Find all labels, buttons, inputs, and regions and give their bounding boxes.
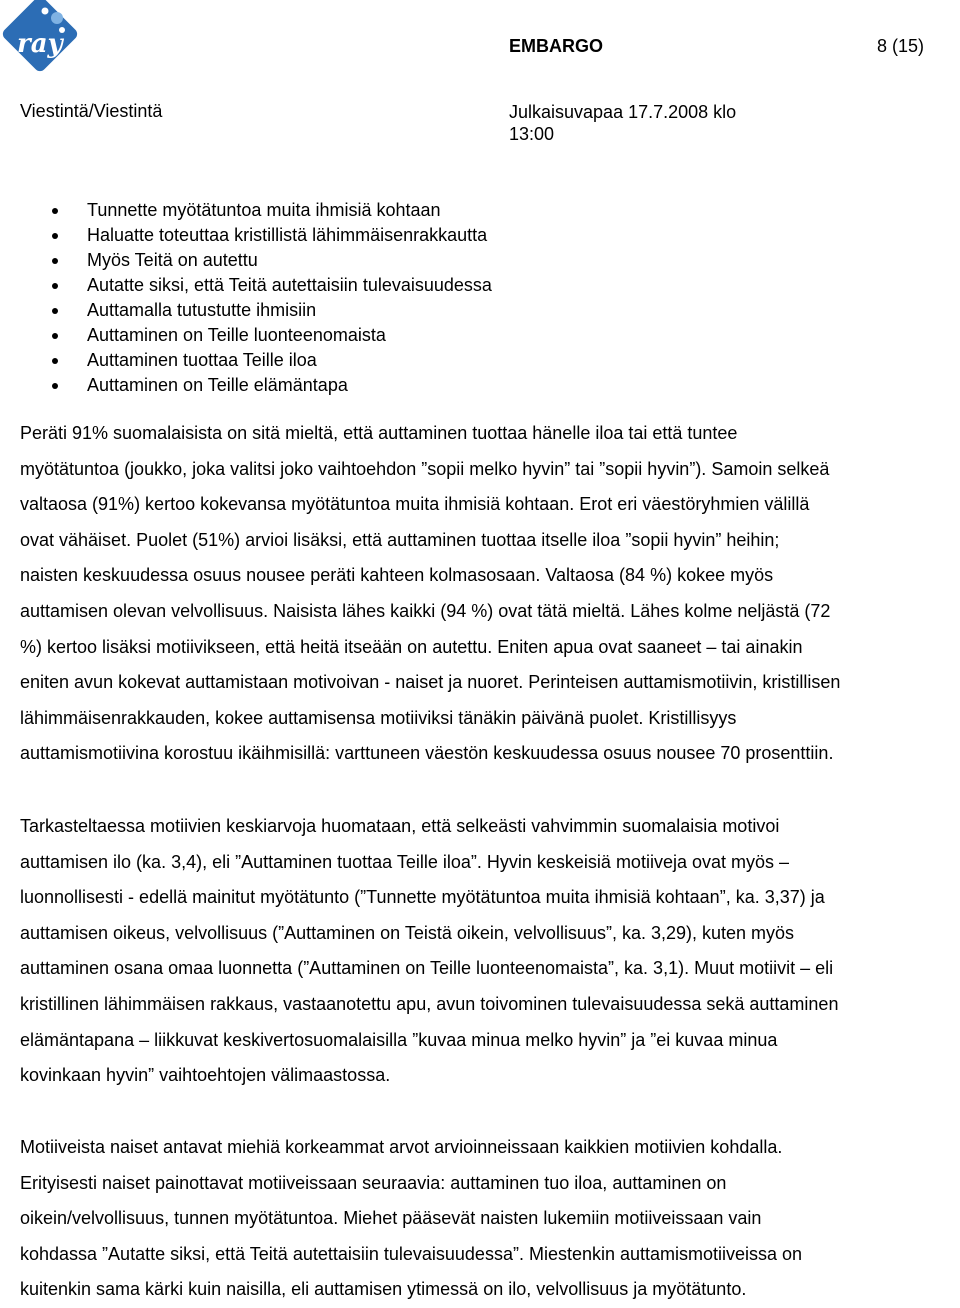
text-line: ovat vähäiset. Puolet (51%) arvioi lisäksi, että auttaminen tuottaa itselle iloa ”sopii hyvin” heihin; — [20, 529, 780, 550]
text-line: auttamisen oikeus, velvollisuus (”Auttaminen on Teistä oikein, velvollisuus”, ka. 3,29), kuten myös — [20, 922, 795, 943]
text-line: auttamismotiivina korostuu ikäihmisillä: varttuneen väestön keskuudessa osuus nousee 70 prosenttiin. — [20, 743, 834, 764]
list-item — [0, 273, 492, 298]
bullet-icon — [52, 333, 58, 339]
list-item — [0, 373, 492, 398]
list-item-text: Tunnette myötätuntoa muita ihmisiä kohtaan — [87, 200, 441, 220]
text-line: valtaosa (91%) kertoo kokevansa myötätuntoa muita ihmisiä kohtaan. Erot eri väestöryhmien välillä — [20, 494, 810, 515]
release-line-2: 13:00 — [509, 124, 555, 144]
motive-list — [0, 198, 492, 398]
bullet-icon — [52, 208, 58, 214]
text-line: luonnollisesti - edellä mainitut myötätunto (”Tunnette myötätuntoa muita ihmisiä kohtaan”, ka. 3,37) ja — [20, 887, 825, 908]
bullet-icon — [52, 283, 58, 289]
embargo-label: EMBARGO — [509, 36, 603, 56]
list-item-text: Myös Teitä on autettu — [87, 250, 258, 270]
release-line-1: Julkaisuvapaa 17.7.2008 klo — [509, 102, 737, 122]
text-line: oikein/velvollisuus, tunnen myötätuntoa. Miehet pääsevät naisten lukemiin motiiveissaan vain — [20, 1208, 762, 1229]
list-item — [0, 248, 492, 273]
text-line: kuitenkin sama kärki kuin naisilla, eli auttamisen ytimessä on ilo, velvollisuus ja myötätunto. — [20, 1279, 747, 1300]
text-line: Peräti 91% suomalaisista on sitä mieltä, että auttaminen tuottaa hänelle iloa tai että tuntee — [20, 423, 738, 443]
paragraph-gender-differences — [20, 1130, 960, 1308]
text-line: auttamisen olevan velvollisuus. Naisista lähes kaikki (94 %) ovat tätä mieltä. Lähes kolme neljästä (72 — [20, 600, 831, 621]
text-line: myötätuntoa (joukko, joka valitsi joko vaihtoehdon ”sopii melko hyvin” tai ”sopii hyvin”). Samoin selkeä — [20, 458, 830, 479]
text-line: %) kertoo lisäksi motiivikseen, että heitä itseään on autettu. Eniten apua ovat saaneet – tai ainakin — [20, 636, 803, 657]
text-line: eniten avun kokevat auttamistaan motivoivan - naiset ja nuoret. Perinteisen auttamismotiivin, kristillisen — [20, 672, 841, 693]
bullet-icon — [52, 383, 58, 389]
bullet-icon — [52, 308, 58, 314]
list-item — [0, 348, 492, 373]
text-line: Motiiveista naiset antavat miehiä korkeammat arvot arvioinneissaan kaikkien motiivien kohdalla. — [20, 1137, 783, 1157]
text-line: kovinkaan hyvin” vaihtoehtojen välimaastossa. — [20, 1065, 391, 1086]
list-item-text: Auttaminen on Teille luonteenomaista — [87, 325, 386, 345]
bullet-icon — [52, 258, 58, 264]
list-item — [0, 223, 492, 248]
list-item-text: Auttaminen tuottaa Teille iloa — [87, 350, 317, 370]
text-line: Tarkasteltaessa motiivien keskiarvoja huomataan, että selkeästi vahvimmin suomalaisia motivoi — [20, 816, 780, 836]
logo-text: ray — [17, 29, 63, 59]
list-item-text: Autatte siksi, että Teitä autettaisiin tulevaisuudessa — [87, 275, 492, 295]
text-line: kohdassa ”Autatte siksi, että Teitä autettaisiin tulevaisuudessa”. Miestenkin auttamismotiiveissa on — [20, 1243, 803, 1264]
page-number: 8 (15) — [877, 36, 925, 56]
ray-logo — [0, 0, 80, 80]
list-item — [0, 323, 492, 348]
list-item — [0, 198, 492, 223]
text-line: kristillinen lähimmäisen rakkaus, vastaanotettu apu, avun toivominen tulevaisuudessa sekä auttaminen — [20, 993, 839, 1014]
text-line: auttaminen osana omaa luonnetta (”Auttaminen on Teille luonteenomaista”, ka. 3,1). Muut motiivit – eli — [20, 958, 834, 979]
bullet-icon — [52, 233, 58, 239]
list-item — [0, 298, 492, 323]
bullet-icon — [52, 358, 58, 364]
release-info — [509, 101, 769, 145]
list-item-text: Haluatte toteuttaa kristillistä lähimmäisenrakkautta — [87, 225, 488, 245]
text-line: elämäntapana – liikkuvat keskivertosuomalaisilla ”kuvaa minua melko hyvin” ja ”ei kuvaa minua — [20, 1029, 778, 1050]
text-line: auttamisen ilo (ka. 3,4), eli ”Auttaminen tuottaa Teille iloa”. Hyvin keskeisiä motiiveja ovat myös – — [20, 851, 790, 872]
text-line: naisten keskuudessa osuus nousee peräti kahteen kolmasosaan. Valtaosa (84 %) kokee myös — [20, 565, 774, 586]
department-label: Viestintä/Viestintä — [20, 101, 163, 121]
paragraph-motive-averages — [20, 809, 960, 1094]
list-item-text: Auttamalla tutustutte ihmisiin — [87, 300, 317, 320]
text-line: lähimmäisenrakkauden, kokee auttamisensa motiiviksi tänäkin päivänä puolet. Kristillisyys — [20, 707, 737, 728]
paragraph-survey-results — [20, 416, 960, 772]
text-line: Erityisesti naiset painottavat motiiveissaan seuraavia: auttaminen tuo iloa, auttaminen on — [20, 1172, 727, 1193]
list-item-text: Auttaminen on Teille elämäntapa — [87, 375, 348, 395]
